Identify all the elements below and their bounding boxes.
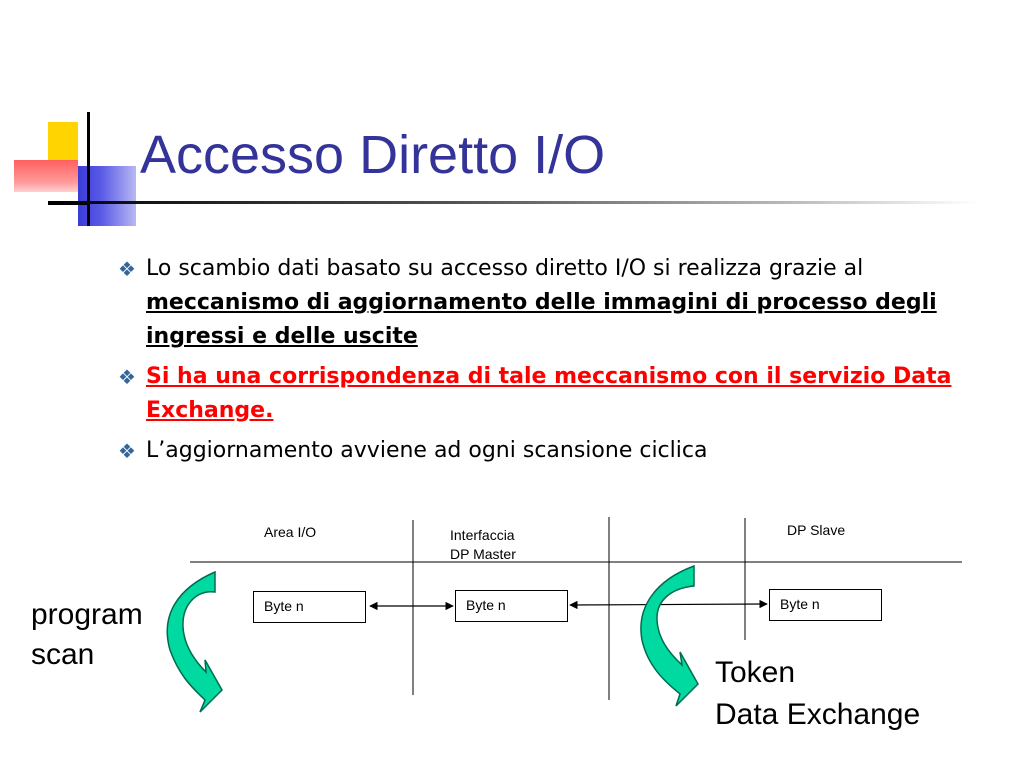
token-label-line2: Data Exchange [715,698,921,731]
bullet-emphasis: meccanismo di aggiornamento delle immagini di processo degli ingressi e delle uscite [146,290,937,349]
title-underline [48,201,978,204]
column-label-dp-slave: DP Slave [787,522,846,538]
diamond-bullet-icon: ❖ [118,257,136,281]
bullet-text-red: Si ha una corrispondenza di tale meccanismo con il servizio Data Exchange. [146,364,952,423]
column-label-dp-master: DP Master [450,546,516,562]
program-scan-label-line1: program [31,598,143,631]
column-label-area-io: Area I/O [264,524,317,540]
byte-box-dp-slave: Byte n [769,589,882,621]
bullet-text: Lo scambio dati basato su accesso diretto I/O si realizza grazie al [146,256,864,281]
byte-box-area-io: Byte n [253,591,366,623]
bullet-item-2 [118,360,998,428]
logo-red-square [14,160,78,192]
byte-box-dp-master: Byte n [455,590,568,622]
slide-title: Accesso Diretto I/O [140,125,606,185]
diamond-bullet-icon: ❖ [118,365,136,389]
bullet-list [118,252,998,474]
token-label-line1: Token [715,656,796,689]
program-scan-arrow-icon [167,572,222,712]
arrow-master-to-slave [570,604,767,605]
logo-vertical-line [87,112,90,226]
diamond-bullet-icon: ❖ [118,439,136,463]
token-arrow-icon [641,566,698,706]
program-scan-label-line2: scan [31,638,95,671]
logo-yellow-square [48,122,78,164]
column-label-interfaccia: Interfaccia [450,527,515,543]
bullet-item-1 [118,252,998,354]
bullet-text: L’aggiornamento avviene ad ogni scansione ciclica [146,438,708,463]
bullet-item-3 [118,434,998,468]
